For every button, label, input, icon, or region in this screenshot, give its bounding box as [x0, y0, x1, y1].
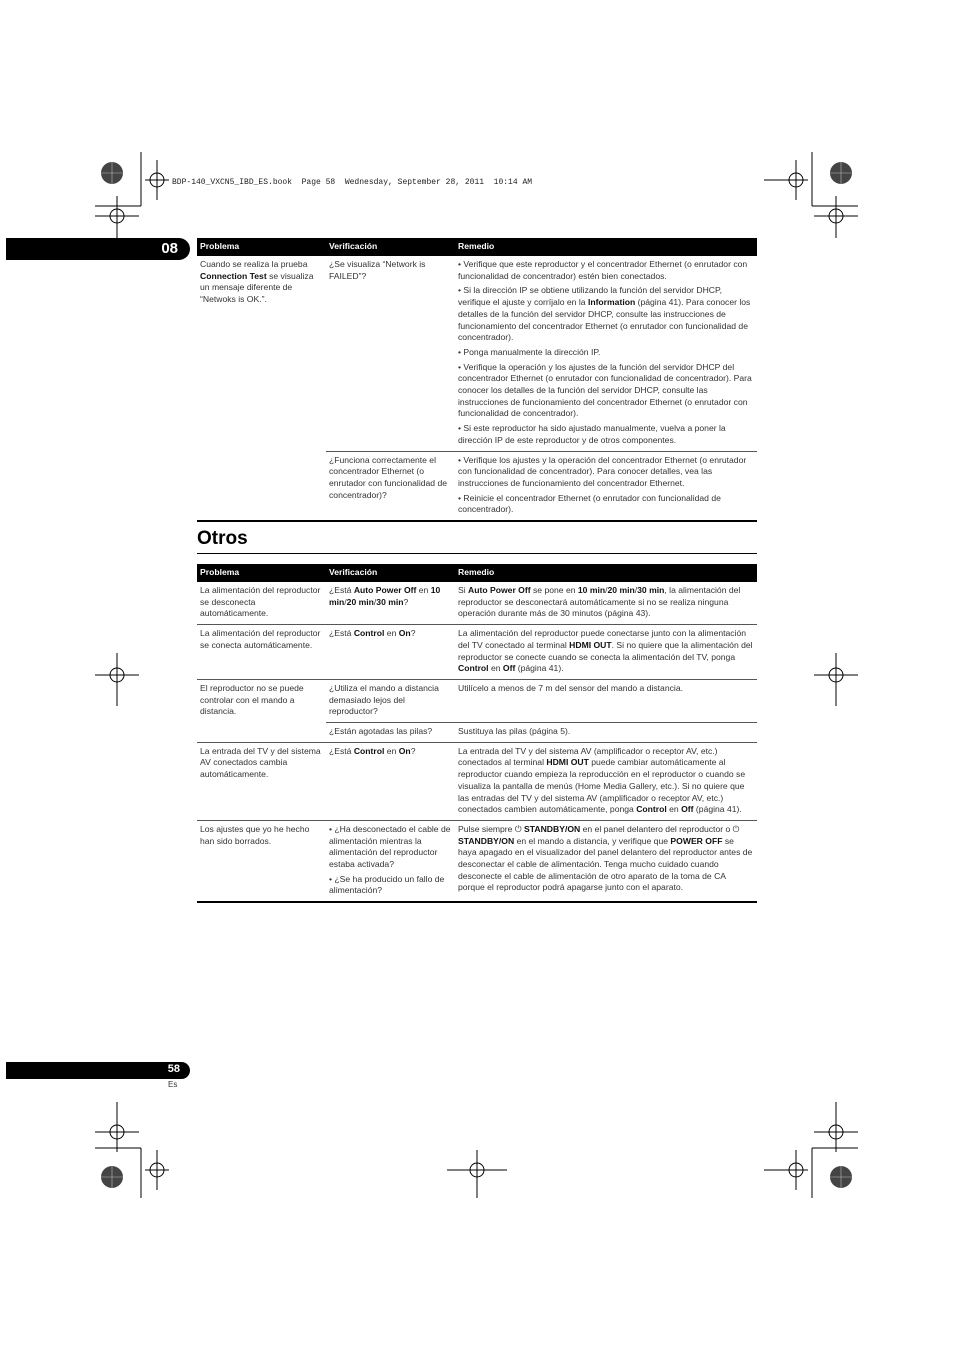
page-number-tab [6, 1062, 190, 1079]
remedy-cell: La alimentación del reproductor puede conectarse junto con la alimentación del TV conectado al terminal HDMI OUT. Si no quiere que la alimentación del reproductor se conecte cuando se conecta la alimentación del TV, ponga Control en Off (página 41). [455, 625, 757, 680]
section-title: Otros [197, 528, 248, 549]
check-cell: ¿Está Control en On? [326, 625, 455, 680]
problem-cell: Cuando se realiza la prueba Connection Test se visualiza un mensaje diferente de “Netwoks is OK.”. [197, 256, 326, 521]
power-icon: ⏻ [514, 823, 522, 834]
check-cell: ¿Se visualiza “Network is FAILED”? [326, 256, 455, 451]
table-row [197, 820, 757, 902]
check-cell: • ¿Ha desconectado el cable de alimentación mientras la alimentación del reproductor estaba activada? • ¿Se ha producido un fallo de alimentación? [326, 820, 455, 902]
col-remedio: Remedio [455, 564, 757, 582]
check-cell: ¿Está Auto Power Off en 10 min/20 min/30 min? [326, 582, 455, 625]
table-row [197, 256, 757, 451]
col-remedio: Remedio [455, 238, 757, 256]
check-cell: ¿Funciona correctamente el concentrador Ethernet (o enrutador con funcionalidad de concentrador)? [326, 451, 455, 521]
power-icon: ⏻ [732, 823, 740, 834]
page-number: 58 [167, 1063, 180, 1075]
table-row [197, 582, 757, 625]
check-cell: ¿Están agotadas las pilas? [326, 723, 455, 743]
remedy-cell: Si Auto Power Off se pone en 10 min/20 min/30 min, la alimentación del reproductor se desconectará automáticamente si no se realiza ninguna operación durante más de 30 minutos (página 43). [455, 582, 757, 625]
table-row [197, 679, 757, 722]
chapter-number: 08 [161, 240, 178, 257]
problem-cell: El reproductor no se puede controlar con el mando a distancia. [197, 679, 326, 742]
print-header: BDP-140_VXCN5_IBD_ES.book Page 58 Wednesday, September 28, 2011 10:14 AM [172, 178, 533, 187]
page-language: Es [168, 1080, 178, 1089]
problem-cell: La alimentación del reproductor se conecta automáticamente. [197, 625, 326, 680]
check-cell: ¿Utiliza el mando a distancia demasiado lejos del reproductor? [326, 679, 455, 722]
col-verificacion: Verificación [326, 564, 455, 582]
remedy-cell: Pulse siempre ⏻ STANDBY/ON en el panel delantero del reproductor o ⏻ STANDBY/ON en el mando a distancia, y verifique que POWER OFF se haya apagado en el visualizador del panel delantero del reproductor antes de desconectar el cable de alimentación. Tenga mucho cuidado cuando desconecte el cable de alimentación de otro aparato de la toma de CA porque el reproductor podrá apagarse junto con el aparato. [455, 820, 757, 902]
chapter-tab [6, 238, 190, 260]
check-cell: ¿Está Control en On? [326, 742, 455, 820]
section-rule [197, 553, 757, 554]
problem-cell: La alimentación del reproductor se desconecta automáticamente. [197, 582, 326, 625]
remedy-cell: • Verifique que este reproductor y el concentrador Ethernet (o enrutador con funcionalidad de concentrador) estén bien conectados. • Si la dirección IP se obtiene utilizando la función del servidor DHCP, verifique el ajuste y corríjalo en la Information (página 41). Para conocer los detalles de la función del servidor DHCP, consulte las instrucciones de funcionamiento del concentrador Ethernet (o enrutador con funcionalidad de concentrador). • Ponga manualmente la dirección IP. • Verifique la operación y los ajustes de la función del servidor DHCP del concentrador Ethernet (o enrutador con funcionalidad de concentrador). Para conocer los detalles de la función del servidor DHCP, consulte las instrucciones de funcionamiento del concentrador Ethernet (o enrutador con funcionalidad de concentrador). • Si este reproductor ha sido ajustado manualmente, vuelva a poner la dirección IP de este reproductor y de otros componentes. [455, 256, 757, 451]
remedy-cell: • Verifique los ajustes y la operación del concentrador Ethernet (o enrutador con funcionalidad de concentrador). Para conocer detalles, vea las instrucciones de funcionamiento del concentrador Ethernet. • Reinicie el concentrador Ethernet (o enrutador con funcionalidad de concentrador). [455, 451, 757, 521]
table-row [197, 742, 757, 820]
other-troubleshooting-table [197, 564, 757, 903]
table-row [197, 625, 757, 680]
col-problema: Problema [197, 238, 326, 256]
col-verificacion: Verificación [326, 238, 455, 256]
remedy-cell: La entrada del TV y del sistema AV (amplificador o receptor AV, etc.) conectados al terminal HDMI OUT puede cambiar automáticamente al reproductor cuando empieza la reproducción en el reproductor o cuando se visualiza la pantalla de menús (Home Media Gallery, etc.). Si no quiere que las entradas del TV y del sistema AV (amplificador o receptor AV, etc.) conectados cambien automáticamente, ponga Control en Off (página 41). [455, 742, 757, 820]
problem-cell: La entrada del TV y del sistema AV conectados cambia automáticamente. [197, 742, 326, 820]
problem-cell: Los ajustes que yo he hecho han sido borrados. [197, 820, 326, 902]
table-header-row [197, 238, 757, 256]
network-troubleshooting-table [197, 238, 757, 522]
col-problema: Problema [197, 564, 326, 582]
remedy-cell: Utilícelo a menos de 7 m del sensor del mando a distancia. [455, 679, 757, 722]
remedy-cell: Sustituya las pilas (página 5). [455, 723, 757, 743]
table-header-row [197, 564, 757, 582]
